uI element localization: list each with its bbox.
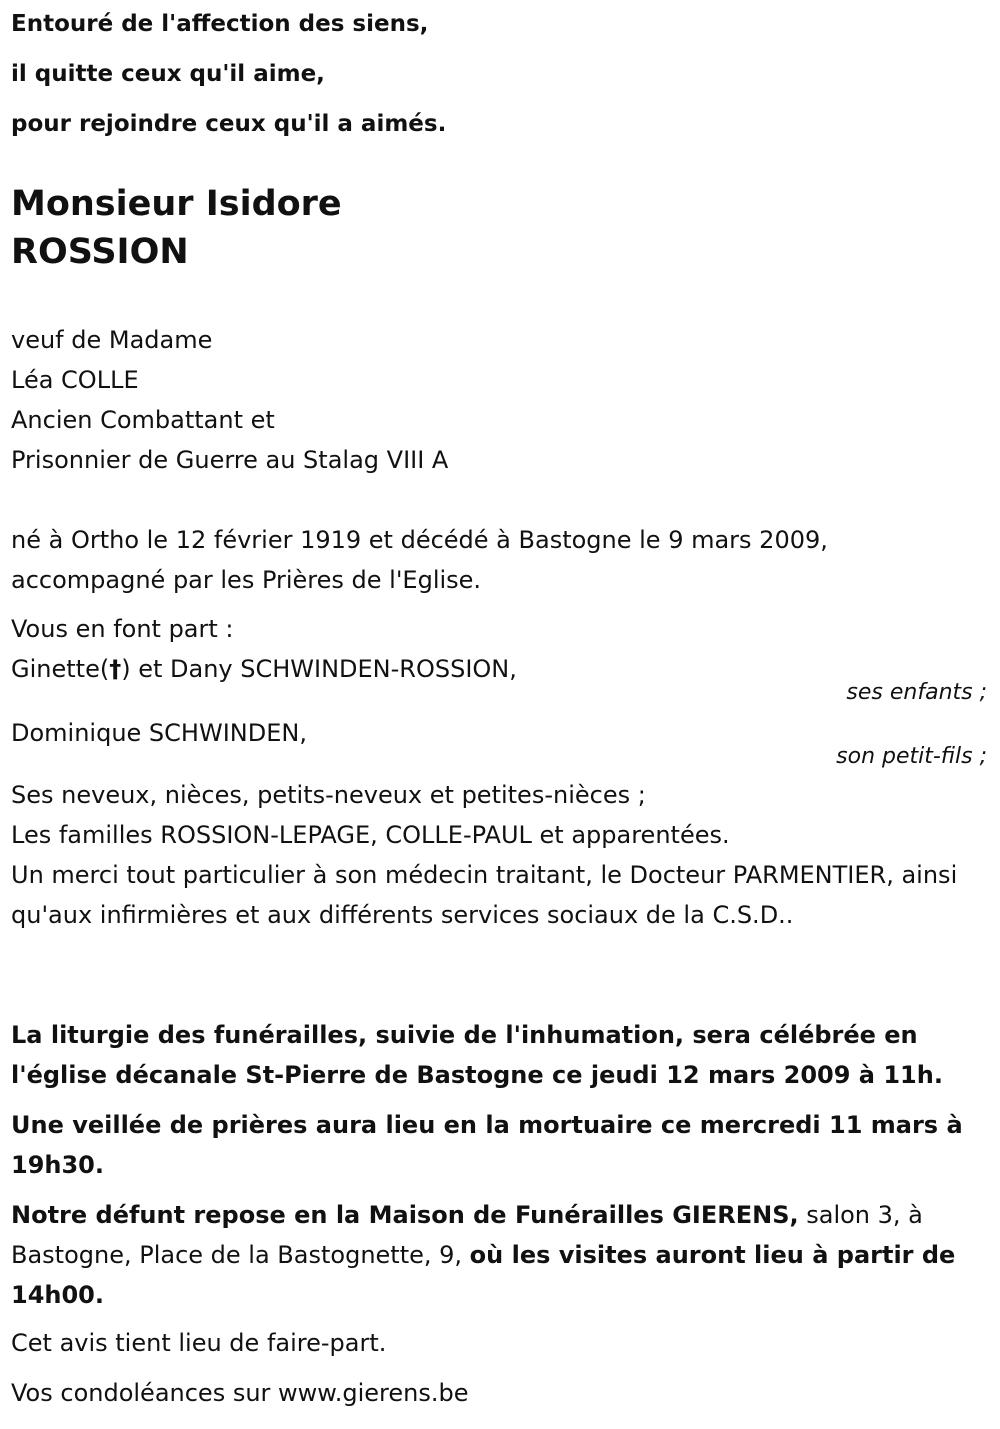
widower-line: veuf de Madame [11,326,213,354]
family-intro: Vous en font part : [11,615,234,643]
thanks-paragraph: Un merci tout particulier à son médecin traitant, le Docteur PARMENTIER, ainsi qu'aux infirmières et aux différents services sociaux de la C.S.D.. [11,861,958,929]
prayers-line: accompagné par les Prières de l'Eglise. [11,566,482,594]
notice-line: Cet avis tient lieu de faire-part. [11,1329,387,1357]
vigil-paragraph: Une veillée de prières aura lieu en la mortuaire ce mercredi 11 mars à 19h30. [11,1111,963,1179]
grandson-relation: son petit-fils ; [836,744,987,769]
families-line: Les familles ROSSION-LEPAGE, COLLE-PAUL et apparentées. [11,821,730,849]
veteran-line: Ancien Combattant et [11,406,275,434]
rest-paragraph: Notre défunt repose en la Maison de Funérailles GIERENS, salon 3, à Bastogne, Place de la Bastognette, 9, où les visites auront lieu à partir de 14h00. [11,1201,956,1309]
epigraph-line-2: il quitte ceux qu'il aime, [11,61,325,87]
cross-icon: † [109,655,122,683]
deceased-name-last: ROSSION [11,232,189,272]
grandson-line: Dominique SCHWINDEN, [11,719,307,747]
deceased-name-first: Monsieur Isidore [11,184,342,224]
children-line: Ginette(†) et Dany SCHWINDEN-ROSSION, [11,655,517,683]
epigraph-line-3: pour rejoindre ceux qu'il a aimés. [11,111,447,137]
epigraph-line-1: Entouré de l'affection des siens, [11,11,429,37]
children-relation: ses enfants ; [846,680,987,705]
nephews-line: Ses neveux, nièces, petits-neveux et petites-nièces ; [11,781,646,809]
condolences-line: Vos condoléances sur www.gierens.be [11,1379,469,1407]
prisoner-line: Prisonnier de Guerre au Stalag VIII A [11,446,449,474]
spouse-name: Léa COLLE [11,366,139,394]
liturgy-paragraph: La liturgie des funérailles, suivie de l'inhumation, sera célébrée en l'église décanale St-Pierre de Bastogne ce jeudi 12 mars 2009 à 11h. [11,1021,943,1089]
birth-death-line: né à Ortho le 12 février 1919 et décédé à Bastogne le 9 mars 2009, [11,526,828,554]
